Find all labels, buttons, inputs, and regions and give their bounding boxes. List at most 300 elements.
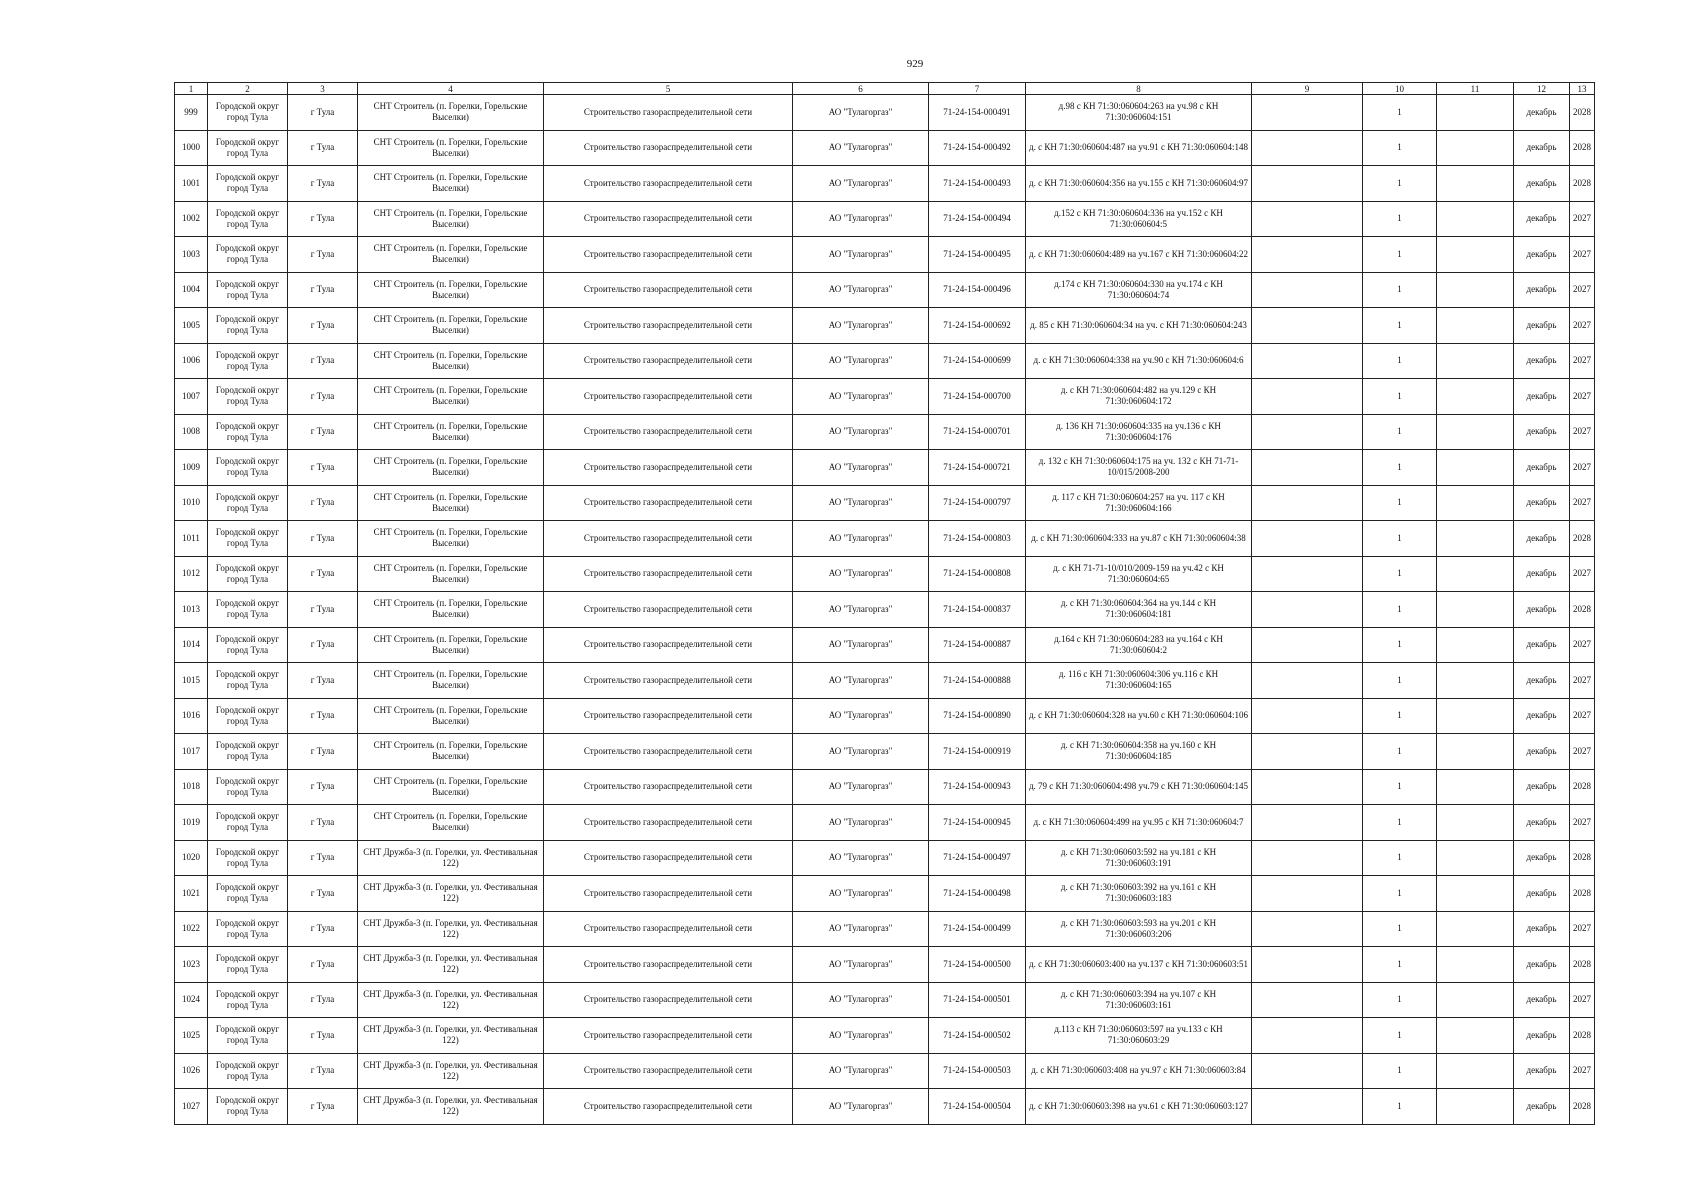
- month-cell: декабрь: [1514, 769, 1570, 805]
- work-type-cell: Строительство газораспределительной сети: [544, 876, 793, 912]
- district-cell: Городской округ город Тула: [208, 414, 288, 450]
- year-cell: 2028: [1570, 1089, 1595, 1125]
- district-cell: Городской округ город Тула: [208, 1053, 288, 1089]
- district-cell: Городской округ город Тула: [208, 982, 288, 1018]
- description-cell: д. с КН 71:30:060604:489 на уч.167 с КН 71:30:060604:22: [1026, 237, 1252, 273]
- district-cell: Городской округ город Тула: [208, 592, 288, 628]
- column-header: 8: [1026, 83, 1252, 95]
- work-type-cell: Строительство газораспределительной сети: [544, 592, 793, 628]
- col9-cell: [1252, 1018, 1363, 1054]
- month-cell: декабрь: [1514, 201, 1570, 237]
- column-header: 7: [929, 83, 1026, 95]
- organization-cell: АО "Тулагоргаз": [793, 982, 929, 1018]
- col11-cell: [1437, 237, 1514, 273]
- district-cell: Городской округ город Тула: [208, 627, 288, 663]
- work-type-cell: Строительство газораспределительной сети: [544, 272, 793, 308]
- year-cell: 2028: [1570, 947, 1595, 983]
- month-cell: декабрь: [1514, 663, 1570, 699]
- city-cell: г Тула: [288, 769, 358, 805]
- work-type-cell: Строительство газораспределительной сети: [544, 734, 793, 770]
- description-cell: д.164 с КН 71:30:060604:283 на уч.164 с КН 71:30:060604:2: [1026, 627, 1252, 663]
- code-cell: 71-24-154-000803: [929, 521, 1026, 557]
- quantity-cell: 1: [1363, 947, 1437, 983]
- description-cell: д. с КН 71:30:060603:593 на уч.201 с КН 71:30:060603:206: [1026, 911, 1252, 947]
- col9-cell: [1252, 1089, 1363, 1125]
- description-cell: д. 85 с КН 71:30:060604:34 на уч. с КН 71:30:060604:243: [1026, 308, 1252, 344]
- col11-cell: [1437, 308, 1514, 344]
- description-cell: д. 117 с КН 71:30:060604:257 на уч. 117 с КН 71:30:060604:166: [1026, 485, 1252, 521]
- col11-cell: [1437, 876, 1514, 912]
- organization-cell: АО "Тулагоргаз": [793, 1089, 929, 1125]
- work-type-cell: Строительство газораспределительной сети: [544, 485, 793, 521]
- year-cell: 2028: [1570, 521, 1595, 557]
- table-row: [175, 698, 1595, 734]
- quantity-cell: 1: [1363, 1089, 1437, 1125]
- year-cell: 2027: [1570, 627, 1595, 663]
- organization-cell: АО "Тулагоргаз": [793, 556, 929, 592]
- work-type-cell: Строительство газораспределительной сети: [544, 556, 793, 592]
- row-number-cell: 1011: [175, 521, 208, 557]
- column-header: 13: [1570, 83, 1595, 95]
- code-cell: 71-24-154-000496: [929, 272, 1026, 308]
- col11-cell: [1437, 840, 1514, 876]
- col9-cell: [1252, 308, 1363, 344]
- district-cell: Городской округ город Тула: [208, 734, 288, 770]
- quantity-cell: 1: [1363, 663, 1437, 699]
- month-cell: декабрь: [1514, 947, 1570, 983]
- work-type-cell: Строительство газораспределительной сети: [544, 698, 793, 734]
- work-type-cell: Строительство газораспределительной сети: [544, 201, 793, 237]
- city-cell: г Тула: [288, 308, 358, 344]
- col9-cell: [1252, 166, 1363, 202]
- column-header: 3: [288, 83, 358, 95]
- col9-cell: [1252, 911, 1363, 947]
- month-cell: декабрь: [1514, 414, 1570, 450]
- col9-cell: [1252, 947, 1363, 983]
- col11-cell: [1437, 343, 1514, 379]
- month-cell: декабрь: [1514, 734, 1570, 770]
- month-cell: декабрь: [1514, 130, 1570, 166]
- row-number-cell: 1018: [175, 769, 208, 805]
- description-cell: д. 132 с КН 71:30:060604:175 на уч. 132 с КН 71-71-10/015/2008-200: [1026, 450, 1252, 486]
- row-number-cell: 1000: [175, 130, 208, 166]
- city-cell: г Тула: [288, 1089, 358, 1125]
- year-cell: 2027: [1570, 343, 1595, 379]
- district-cell: Городской округ город Тула: [208, 663, 288, 699]
- table-row: [175, 556, 1595, 592]
- code-cell: 71-24-154-000890: [929, 698, 1026, 734]
- district-cell: Городской округ город Тула: [208, 805, 288, 841]
- district-cell: Городской округ город Тула: [208, 272, 288, 308]
- city-cell: г Тула: [288, 556, 358, 592]
- year-cell: 2027: [1570, 663, 1595, 699]
- quantity-cell: 1: [1363, 201, 1437, 237]
- col11-cell: [1437, 95, 1514, 131]
- city-cell: г Тула: [288, 130, 358, 166]
- code-cell: 71-24-154-000499: [929, 911, 1026, 947]
- row-number-cell: 1012: [175, 556, 208, 592]
- col11-cell: [1437, 556, 1514, 592]
- column-header: 5: [544, 83, 793, 95]
- location-cell: СНТ Дружба-3 (п. Горелки, ул. Фестивальная 122): [358, 840, 544, 876]
- code-cell: 71-24-154-000701: [929, 414, 1026, 450]
- row-number-cell: 1019: [175, 805, 208, 841]
- organization-cell: АО "Тулагоргаз": [793, 485, 929, 521]
- city-cell: г Тула: [288, 840, 358, 876]
- code-cell: 71-24-154-000919: [929, 734, 1026, 770]
- table-row: [175, 627, 1595, 663]
- header-row: [175, 83, 1595, 95]
- month-cell: декабрь: [1514, 237, 1570, 273]
- col11-cell: [1437, 698, 1514, 734]
- month-cell: декабрь: [1514, 485, 1570, 521]
- year-cell: 2027: [1570, 911, 1595, 947]
- table-row: [175, 663, 1595, 699]
- col9-cell: [1252, 379, 1363, 415]
- year-cell: 2027: [1570, 237, 1595, 273]
- col11-cell: [1437, 911, 1514, 947]
- col9-cell: [1252, 201, 1363, 237]
- col9-cell: [1252, 734, 1363, 770]
- quantity-cell: 1: [1363, 876, 1437, 912]
- year-cell: 2027: [1570, 734, 1595, 770]
- city-cell: г Тула: [288, 166, 358, 202]
- work-type-cell: Строительство газораспределительной сети: [544, 840, 793, 876]
- col11-cell: [1437, 663, 1514, 699]
- page-number: 929: [906, 58, 924, 70]
- work-type-cell: Строительство газораспределительной сети: [544, 95, 793, 131]
- location-cell: СНТ Дружба-3 (п. Горелки, ул. Фестивальная 122): [358, 1089, 544, 1125]
- description-cell: д. 136 КН 71:30:060604:335 на уч.136 с КН 71:30:060604:176: [1026, 414, 1252, 450]
- location-cell: СНТ Строитель (п. Горелки, Горельские Выселки): [358, 166, 544, 202]
- column-header: 4: [358, 83, 544, 95]
- description-cell: д. с КН 71:30:060603:392 на уч.161 с КН 71:30:060603:183: [1026, 876, 1252, 912]
- col9-cell: [1252, 876, 1363, 912]
- quantity-cell: 1: [1363, 627, 1437, 663]
- year-cell: 2027: [1570, 805, 1595, 841]
- code-cell: 71-24-154-000501: [929, 982, 1026, 1018]
- work-type-cell: Строительство газораспределительной сети: [544, 911, 793, 947]
- col11-cell: [1437, 485, 1514, 521]
- city-cell: г Тула: [288, 876, 358, 912]
- city-cell: г Тула: [288, 663, 358, 699]
- table-row: [175, 1089, 1595, 1125]
- row-number-cell: 1007: [175, 379, 208, 415]
- year-cell: 2027: [1570, 1053, 1595, 1089]
- year-cell: 2027: [1570, 450, 1595, 486]
- month-cell: декабрь: [1514, 592, 1570, 628]
- district-cell: Городской округ город Тула: [208, 450, 288, 486]
- work-type-cell: Строительство газораспределительной сети: [544, 308, 793, 344]
- organization-cell: АО "Тулагоргаз": [793, 911, 929, 947]
- col9-cell: [1252, 485, 1363, 521]
- location-cell: СНТ Строитель (п. Горелки, Горельские Выселки): [358, 272, 544, 308]
- city-cell: г Тула: [288, 201, 358, 237]
- table-row: [175, 982, 1595, 1018]
- row-number-cell: 1021: [175, 876, 208, 912]
- work-type-cell: Строительство газораспределительной сети: [544, 947, 793, 983]
- city-cell: г Тула: [288, 343, 358, 379]
- quantity-cell: 1: [1363, 592, 1437, 628]
- description-cell: д. с КН 71:30:060604:364 на уч.144 с КН 71:30:060604:181: [1026, 592, 1252, 628]
- city-cell: г Тула: [288, 1018, 358, 1054]
- col11-cell: [1437, 592, 1514, 628]
- description-cell: д. с КН 71:30:060603:408 на уч.97 с КН 71:30:060603:84: [1026, 1053, 1252, 1089]
- organization-cell: АО "Тулагоргаз": [793, 237, 929, 273]
- row-number-cell: 1013: [175, 592, 208, 628]
- row-number-cell: 1010: [175, 485, 208, 521]
- work-type-cell: Строительство газораспределительной сети: [544, 982, 793, 1018]
- code-cell: 71-24-154-000887: [929, 627, 1026, 663]
- row-number-cell: 1027: [175, 1089, 208, 1125]
- quantity-cell: 1: [1363, 343, 1437, 379]
- work-type-cell: Строительство газораспределительной сети: [544, 521, 793, 557]
- year-cell: 2028: [1570, 130, 1595, 166]
- work-type-cell: Строительство газораспределительной сети: [544, 663, 793, 699]
- col9-cell: [1252, 343, 1363, 379]
- year-cell: 2027: [1570, 414, 1595, 450]
- table-row: [175, 450, 1595, 486]
- year-cell: 2028: [1570, 1018, 1595, 1054]
- city-cell: г Тула: [288, 1053, 358, 1089]
- organization-cell: АО "Тулагоргаз": [793, 272, 929, 308]
- organization-cell: АО "Тулагоргаз": [793, 130, 929, 166]
- quantity-cell: 1: [1363, 521, 1437, 557]
- organization-cell: АО "Тулагоргаз": [793, 414, 929, 450]
- table-row: [175, 201, 1595, 237]
- col11-cell: [1437, 947, 1514, 983]
- month-cell: декабрь: [1514, 911, 1570, 947]
- description-cell: д. с КН 71:30:060603:398 на уч.61 с КН 71:30:060603:127: [1026, 1089, 1252, 1125]
- quantity-cell: 1: [1363, 166, 1437, 202]
- year-cell: 2027: [1570, 201, 1595, 237]
- city-cell: г Тула: [288, 698, 358, 734]
- organization-cell: АО "Тулагоргаз": [793, 521, 929, 557]
- table-row: [175, 166, 1595, 202]
- col9-cell: [1252, 450, 1363, 486]
- row-number-cell: 1024: [175, 982, 208, 1018]
- work-type-cell: Строительство газораспределительной сети: [544, 450, 793, 486]
- city-cell: г Тула: [288, 592, 358, 628]
- year-cell: 2028: [1570, 769, 1595, 805]
- description-cell: д.152 с КН 71:30:060604:336 на уч.152 с КН 71:30:060604:5: [1026, 201, 1252, 237]
- month-cell: декабрь: [1514, 698, 1570, 734]
- row-number-cell: 1005: [175, 308, 208, 344]
- organization-cell: АО "Тулагоргаз": [793, 947, 929, 983]
- district-cell: Городской округ город Тула: [208, 1018, 288, 1054]
- col9-cell: [1252, 627, 1363, 663]
- work-type-cell: Строительство газораспределительной сети: [544, 379, 793, 415]
- city-cell: г Тула: [288, 982, 358, 1018]
- month-cell: декабрь: [1514, 1018, 1570, 1054]
- description-cell: д. с КН 71:30:060604:356 на уч.155 с КН 71:30:060604:97: [1026, 166, 1252, 202]
- location-cell: СНТ Строитель (п. Горелки, Горельские Выселки): [358, 805, 544, 841]
- row-number-cell: 1026: [175, 1053, 208, 1089]
- location-cell: СНТ Строитель (п. Горелки, Горельские Выселки): [358, 521, 544, 557]
- year-cell: 2028: [1570, 166, 1595, 202]
- month-cell: декабрь: [1514, 308, 1570, 344]
- city-cell: г Тула: [288, 734, 358, 770]
- table-row: [175, 379, 1595, 415]
- description-cell: д.113 с КН 71:30:060603:597 на уч.133 с КН 71:30:060603:29: [1026, 1018, 1252, 1054]
- work-type-cell: Строительство газораспределительной сети: [544, 237, 793, 273]
- quantity-cell: 1: [1363, 1018, 1437, 1054]
- col9-cell: [1252, 769, 1363, 805]
- description-cell: д. с КН 71:30:060603:592 на уч.181 с КН 71:30:060603:191: [1026, 840, 1252, 876]
- col9-cell: [1252, 237, 1363, 273]
- column-header: 10: [1363, 83, 1437, 95]
- district-cell: Городской округ город Тула: [208, 698, 288, 734]
- location-cell: СНТ Дружба-3 (п. Горелки, ул. Фестивальная 122): [358, 947, 544, 983]
- table-body: [175, 95, 1595, 1125]
- location-cell: СНТ Дружба-3 (п. Горелки, ул. Фестивальная 122): [358, 876, 544, 912]
- code-cell: 71-24-154-000491: [929, 95, 1026, 131]
- work-type-cell: Строительство газораспределительной сети: [544, 627, 793, 663]
- col11-cell: [1437, 1053, 1514, 1089]
- year-cell: 2027: [1570, 556, 1595, 592]
- district-cell: Городской округ город Тула: [208, 201, 288, 237]
- table-row: [175, 592, 1595, 628]
- organization-cell: АО "Тулагоргаз": [793, 343, 929, 379]
- quantity-cell: 1: [1363, 734, 1437, 770]
- col11-cell: [1437, 627, 1514, 663]
- row-number-cell: 1016: [175, 698, 208, 734]
- quantity-cell: 1: [1363, 982, 1437, 1018]
- row-number-cell: 999: [175, 95, 208, 131]
- city-cell: г Тула: [288, 237, 358, 273]
- col11-cell: [1437, 1018, 1514, 1054]
- quantity-cell: 1: [1363, 95, 1437, 131]
- description-cell: д. с КН 71:30:060604:328 на уч.60 с КН 71:30:060604:106: [1026, 698, 1252, 734]
- col11-cell: [1437, 201, 1514, 237]
- month-cell: декабрь: [1514, 379, 1570, 415]
- col11-cell: [1437, 805, 1514, 841]
- organization-cell: АО "Тулагоргаз": [793, 1018, 929, 1054]
- organization-cell: АО "Тулагоргаз": [793, 1053, 929, 1089]
- quantity-cell: 1: [1363, 308, 1437, 344]
- location-cell: СНТ Дружба-3 (п. Горелки, ул. Фестивальная 122): [358, 1053, 544, 1089]
- code-cell: 71-24-154-000492: [929, 130, 1026, 166]
- location-cell: СНТ Строитель (п. Горелки, Горельские Выселки): [358, 663, 544, 699]
- column-header: 12: [1514, 83, 1570, 95]
- col9-cell: [1252, 982, 1363, 1018]
- work-type-cell: Строительство газораспределительной сети: [544, 130, 793, 166]
- quantity-cell: 1: [1363, 237, 1437, 273]
- month-cell: декабрь: [1514, 627, 1570, 663]
- quantity-cell: 1: [1363, 556, 1437, 592]
- location-cell: СНТ Строитель (п. Горелки, Горельские Выселки): [358, 734, 544, 770]
- city-cell: г Тула: [288, 911, 358, 947]
- row-number-cell: 1008: [175, 414, 208, 450]
- location-cell: СНТ Строитель (п. Горелки, Горельские Выселки): [358, 485, 544, 521]
- col9-cell: [1252, 521, 1363, 557]
- col9-cell: [1252, 414, 1363, 450]
- year-cell: 2028: [1570, 876, 1595, 912]
- column-header: 6: [793, 83, 929, 95]
- description-cell: д. с КН 71:30:060604:338 на уч.90 с КН 71:30:060604:6: [1026, 343, 1252, 379]
- description-cell: д. с КН 71:30:060604:333 на уч.87 с КН 71:30:060604:38: [1026, 521, 1252, 557]
- location-cell: СНТ Строитель (п. Горелки, Горельские Выселки): [358, 95, 544, 131]
- month-cell: декабрь: [1514, 840, 1570, 876]
- location-cell: СНТ Строитель (п. Горелки, Горельские Выселки): [358, 556, 544, 592]
- quantity-cell: 1: [1363, 485, 1437, 521]
- organization-cell: АО "Тулагоргаз": [793, 769, 929, 805]
- table-row: [175, 840, 1595, 876]
- col9-cell: [1252, 556, 1363, 592]
- district-cell: Городской округ город Тула: [208, 130, 288, 166]
- quantity-cell: 1: [1363, 1053, 1437, 1089]
- organization-cell: АО "Тулагоргаз": [793, 308, 929, 344]
- work-type-cell: Строительство газораспределительной сети: [544, 166, 793, 202]
- code-cell: 71-24-154-000721: [929, 450, 1026, 486]
- quantity-cell: 1: [1363, 414, 1437, 450]
- description-cell: д. 116 с КН 71:30:060604:306 уч.116 с КН 71:30:060604:165: [1026, 663, 1252, 699]
- city-cell: г Тула: [288, 627, 358, 663]
- city-cell: г Тула: [288, 379, 358, 415]
- description-cell: д. 79 с КН 71:30:060604:498 уч.79 с КН 71:30:060604:145: [1026, 769, 1252, 805]
- location-cell: СНТ Строитель (п. Горелки, Горельские Выселки): [358, 237, 544, 273]
- column-header: 11: [1437, 83, 1514, 95]
- row-number-cell: 1017: [175, 734, 208, 770]
- location-cell: СНТ Дружба-3 (п. Горелки, ул. Фестивальная 122): [358, 1018, 544, 1054]
- code-cell: 71-24-154-000500: [929, 947, 1026, 983]
- table-row: [175, 343, 1595, 379]
- col9-cell: [1252, 592, 1363, 628]
- district-cell: Городской округ город Тула: [208, 485, 288, 521]
- table-row: [175, 876, 1595, 912]
- district-cell: Городской округ город Тула: [208, 521, 288, 557]
- district-cell: Городской округ город Тула: [208, 308, 288, 344]
- organization-cell: АО "Тулагоргаз": [793, 450, 929, 486]
- row-number-cell: 1023: [175, 947, 208, 983]
- quantity-cell: 1: [1363, 450, 1437, 486]
- code-cell: 71-24-154-000808: [929, 556, 1026, 592]
- row-number-cell: 1002: [175, 201, 208, 237]
- organization-cell: АО "Тулагоргаз": [793, 166, 929, 202]
- col9-cell: [1252, 1053, 1363, 1089]
- code-cell: 71-24-154-000700: [929, 379, 1026, 415]
- table-row: [175, 769, 1595, 805]
- organization-cell: АО "Тулагоргаз": [793, 627, 929, 663]
- work-type-cell: Строительство газораспределительной сети: [544, 1053, 793, 1089]
- col11-cell: [1437, 982, 1514, 1018]
- column-header: 9: [1252, 83, 1363, 95]
- month-cell: декабрь: [1514, 1089, 1570, 1125]
- month-cell: декабрь: [1514, 876, 1570, 912]
- description-cell: д. с КН 71:30:060604:482 на уч.129 с КН 71:30:060604:172: [1026, 379, 1252, 415]
- code-cell: 71-24-154-000945: [929, 805, 1026, 841]
- city-cell: г Тула: [288, 947, 358, 983]
- district-cell: Городской округ город Тула: [208, 911, 288, 947]
- col11-cell: [1437, 769, 1514, 805]
- description-cell: д. с КН 71:30:060603:394 на уч.107 с КН 71:30:060603:161: [1026, 982, 1252, 1018]
- location-cell: СНТ Дружба-3 (п. Горелки, ул. Фестивальная 122): [358, 982, 544, 1018]
- district-cell: Городской округ город Тула: [208, 556, 288, 592]
- row-number-cell: 1022: [175, 911, 208, 947]
- column-header: 2: [208, 83, 288, 95]
- city-cell: г Тула: [288, 521, 358, 557]
- year-cell: 2027: [1570, 982, 1595, 1018]
- table-row: [175, 1053, 1595, 1089]
- month-cell: декабрь: [1514, 556, 1570, 592]
- col11-cell: [1437, 272, 1514, 308]
- row-number-cell: 1003: [175, 237, 208, 273]
- city-cell: г Тула: [288, 272, 358, 308]
- code-cell: 71-24-154-000699: [929, 343, 1026, 379]
- city-cell: г Тула: [288, 450, 358, 486]
- code-cell: 71-24-154-000504: [929, 1089, 1026, 1125]
- month-cell: декабрь: [1514, 272, 1570, 308]
